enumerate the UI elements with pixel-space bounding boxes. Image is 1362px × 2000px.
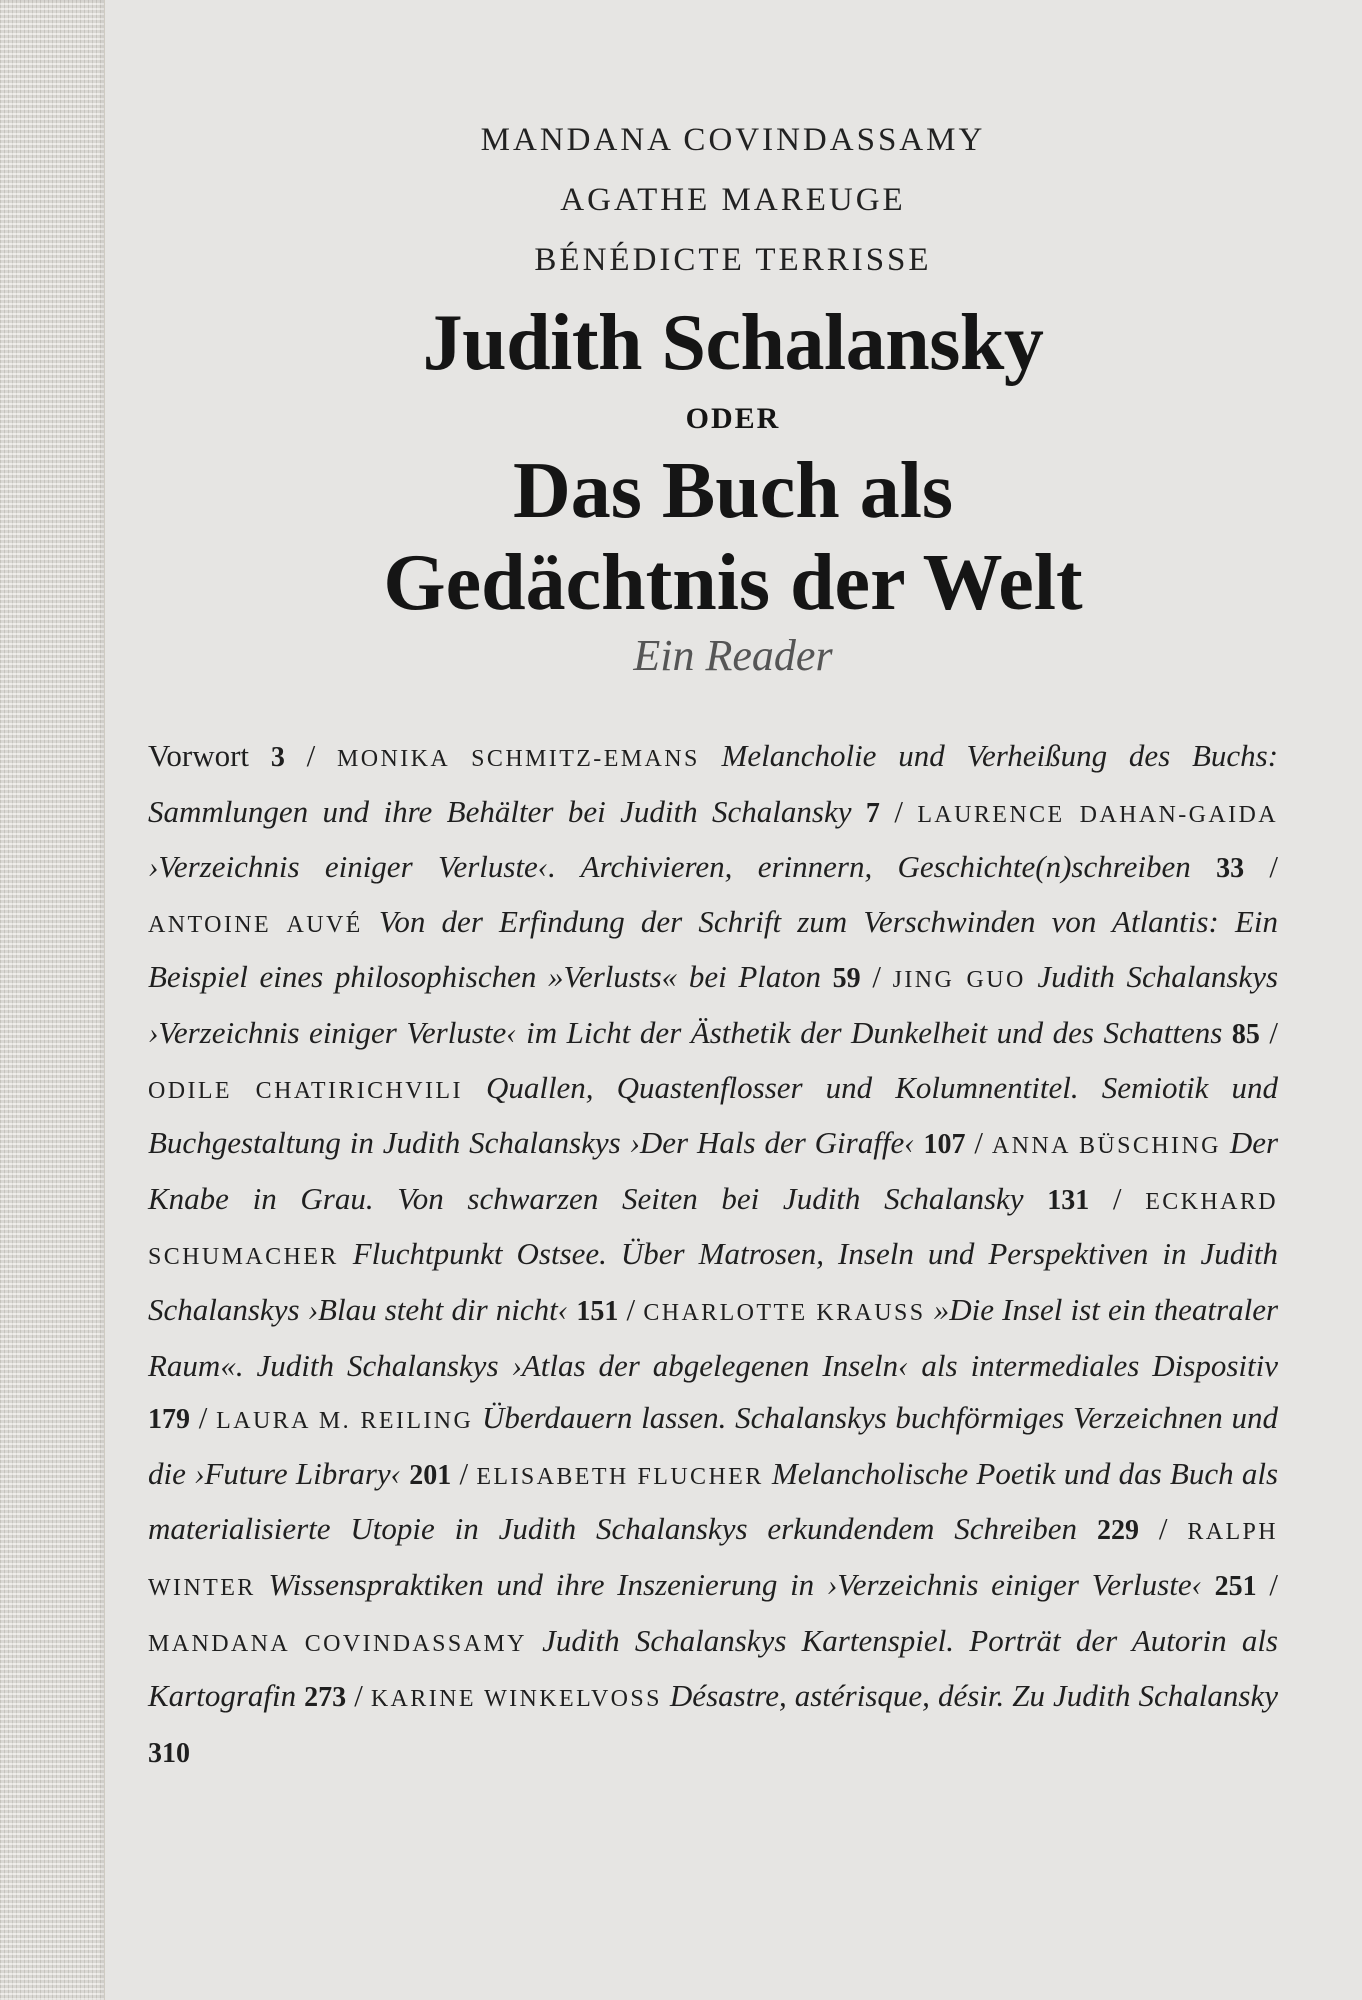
toc-entry-author: MONIKA SCHMITZ-EMANS [337, 746, 700, 772]
toc-entry-page: 251 [1214, 1570, 1257, 1602]
toc-entry-author: ANTOINE AUVÉ [148, 911, 363, 938]
toc-entry-page: 229 [1096, 1515, 1139, 1547]
toc-entry-author: ODILE CHATIRICHVILI [148, 1077, 463, 1104]
foreword-page: 3 [270, 742, 285, 773]
toc-entry-title: ›Verzeichnis einiger Verluste‹. Archivieren, erinnern, Geschichte(n)schreiben [148, 849, 1191, 885]
toc-entry-author: RALPH WINTER [148, 1519, 1278, 1601]
toc-separator: / [459, 1455, 469, 1491]
toc-separator: / [974, 1125, 983, 1161]
toc-entry-page: 273 [304, 1682, 347, 1714]
toc-entry-title: Désastre, astérisque, désir. Zu Judith Schalansky [669, 1678, 1278, 1714]
toc-separator: / [1158, 1511, 1168, 1547]
toc-entry-title: Judith Schalanskys Kartenspiel. Porträt der Autorin als Kartografin [148, 1622, 1278, 1714]
tagline: Ein Reader [633, 631, 833, 680]
toc-entry-author: KARINE WINKELVOSS [370, 1686, 662, 1713]
subtitle-line: Gedächtnis der Welt [383, 539, 1083, 627]
toc-entry-page: 7 [865, 797, 880, 829]
toc-entry-author: JING GUO [892, 967, 1026, 994]
author-name: MANDANA COVINDASSAMY [480, 122, 986, 158]
toc-entry-page: 107 [923, 1129, 966, 1161]
toc-separator: / [1112, 1180, 1122, 1216]
toc-entry-page: 131 [1047, 1184, 1090, 1216]
book-title: Judith Schalansky [422, 299, 1044, 387]
toc-entry-page: 85 [1231, 1018, 1260, 1050]
toc-separator: / [1269, 1566, 1278, 1602]
table-of-contents [148, 730, 1278, 1780]
author-list [104, 110, 1362, 290]
toc-entry-title: »Die Insel ist ein theatraler Raum«. Judith Schalanskys ›Atlas der abgelegenen Inseln‹ als intermediales Dispositiv [148, 1291, 1279, 1383]
toc-entry-page: 310 [148, 1737, 190, 1769]
author-name: AGATHE MAREUGE [560, 182, 906, 218]
foreword-label: Vorwort [148, 738, 250, 773]
toc-entry-author: ELISABETH FLUCHER [476, 1463, 764, 1490]
toc-entry-author: MANDANA COVINDASSAMY [148, 1630, 527, 1657]
toc-entry-page: 151 [576, 1295, 619, 1327]
toc-entry-author: LAURENCE DAHAN-GAIDA [917, 801, 1279, 828]
toc-separator: / [872, 959, 881, 995]
toc-separator: / [354, 1678, 363, 1714]
cloth-spine [0, 0, 105, 2000]
toc-entry-title: Fluchtpunkt Ostsee. Über Matrosen, Inseln und Perspektiven in Judith Schalanskys ›Blau steht dir nicht‹ [148, 1236, 1279, 1327]
author-name: BÉNÉDICTE TERRISSE [534, 242, 932, 278]
toc-entry-title: Melancholie und Verheißung des Buchs: Sammlungen und ihre Behälter bei Judith Schalansky [148, 738, 1279, 829]
toc-entry-author: CHARLOTTE KRAUSS [643, 1299, 926, 1326]
toc-entry-title: Überdauern lassen. Schalanskys buchförmiges Verzeichnen und die ›Future Library‹ [148, 1400, 1278, 1491]
toc-entry-title: Melancholische Poetik und das Buch als materialisierte Utopie in Judith Schalanskys erkundendem Schreiben [148, 1455, 1279, 1547]
toc-entry-author: LAURA M. REILING [216, 1408, 474, 1435]
toc-separator: / [1269, 1014, 1279, 1050]
toc-entry-author: ECKHARD SCHUMACHER [148, 1188, 1278, 1271]
toc-entry-author: ANNA BÜSCHING [991, 1133, 1221, 1160]
toc-separator: / [626, 1291, 636, 1327]
subtitle-line: Das Buch als [512, 447, 954, 535]
toc-separator: / [894, 793, 903, 829]
toc-entry-title: Von der Erfindung der Schrift zum Verschwinden von Atlantis: Ein Beispiel eines philosophischen »Verlusts« bei Platon [148, 903, 1279, 995]
toc-entry-title: Wissenspraktiken und ihre Inszenierung in ›Verzeichnis einiger Verluste‹ [268, 1566, 1202, 1602]
toc-entry-title: Quallen, Quastenflosser und Kolumnentitel. Semiotik und Buchgestaltung in Judith Schalanskys ›Der Hals der Giraffe‹ [148, 1069, 1279, 1161]
toc-entry-page: 33 [1216, 853, 1245, 885]
toc-entry-title: Judith Schalanskys ›Verzeichnis einiger Verluste‹ im Licht der Ästhetik der Dunkelheit und des Schattens [148, 959, 1279, 1050]
toc-separator: / [1269, 849, 1279, 885]
toc-entry-page: 59 [832, 963, 861, 995]
toc-entry-title: Der Knabe in Grau. Von schwarzen Seiten bei Judith Schalansky [148, 1125, 1279, 1216]
toc-separator: / [306, 738, 316, 773]
title-connector: ODER [685, 402, 781, 435]
toc-separator: / [198, 1400, 208, 1436]
book-subtitle [104, 445, 1362, 629]
toc-entry-page: 201 [409, 1459, 452, 1491]
toc-entry-page: 179 [148, 1404, 190, 1436]
